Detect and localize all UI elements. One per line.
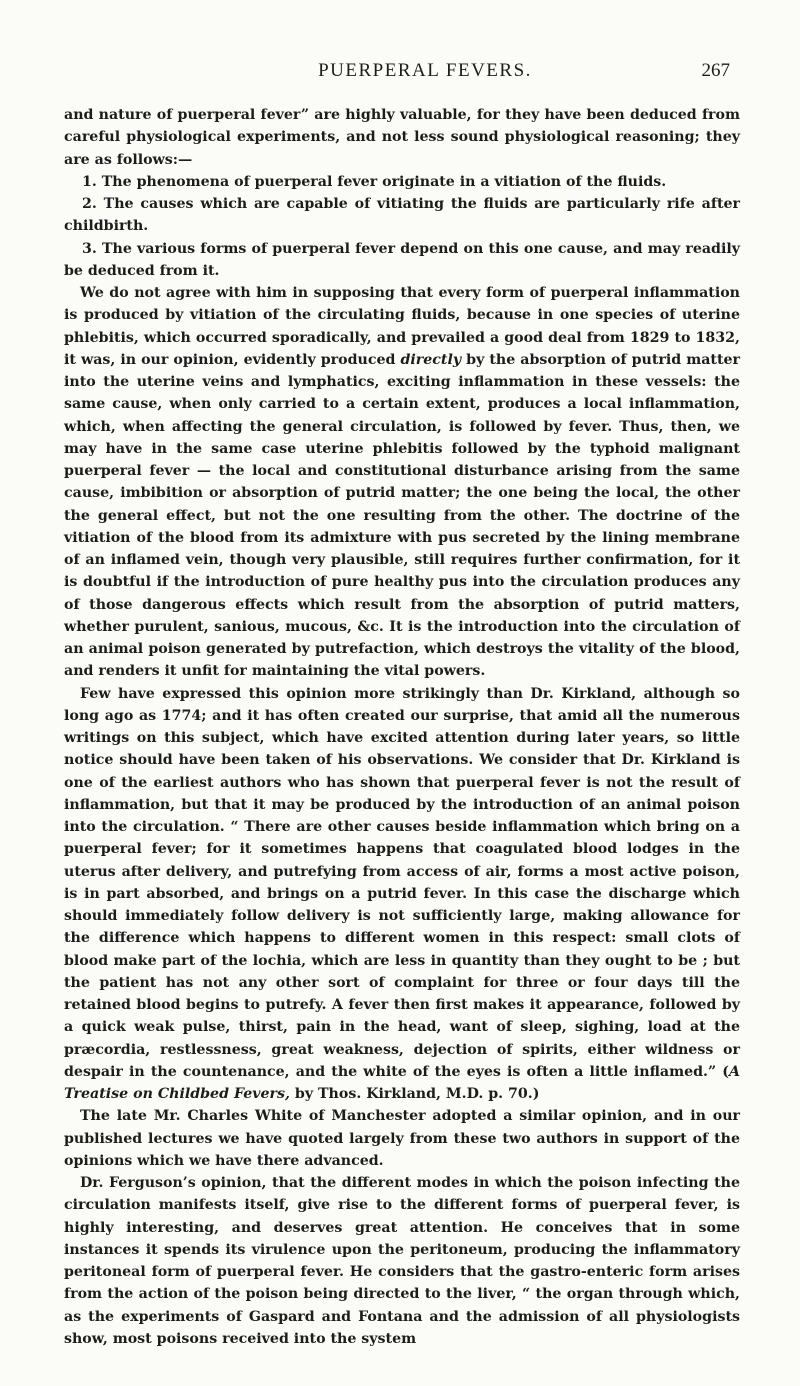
emphasis-directly: directly	[400, 351, 462, 368]
running-head	[120, 60, 730, 88]
body-text	[64, 104, 740, 1350]
citation-title: A Treatise on Childbed Fevers,	[64, 1063, 740, 1102]
list-item-2: 2. The causes which are capable of vitiating the fluids are particularly rife after childbirth.	[64, 196, 740, 235]
paragraph-uterine-phlebitis	[64, 282, 740, 683]
paragraph-ferguson: Dr. Ferguson’s opinion, that the different modes in which the poison infecting the circulation manifests itself, give rise to the different forms of puerperal fever, is highly interesting, and deserves great attention. He conceives that in some instances it spends its virulence upon the peritoneum, producing the inflammatory peritoneal form of puerperal fever. He considers that the gastro-enteric form arises from the action of the poison being directed to the liver, “ the organ through which, as the experiments of Gaspard and Fontana and the admission of all physiologists show, most poisons received into the system	[64, 1175, 740, 1347]
paragraph-text: by the absorption of putrid matter into the uterine veins and lymphatics, exciting inflammation in these vessels: the same cause, when only carried to a certain extent, produces a local inflammation, which, when affecting the general circulation, is followed by fever. Thus, then, we may have in the same case uterine phlebitis followed by the typhoid malignant puerperal fever — the local and constitutional disturbance arising from the same cause, imbibition or absorption of putrid matter; the one being the local, the other the general effect, but not the one resulting from the other. The doctrine of the vitiation of the blood from its admixture with pus secreted by the lining membrane of an inflamed vein, though very plausible, still requires further confirmation, for it is doubtful if the introduction of pure healthy pus into the circulation produces any of those dangerous effects which result from the absorption of putrid matters, whether purulent, sanious, mucous, &c. It is the introduction into the circulation of an animal poison generated by putrefaction, which destroys the vitality of the blood, and renders it unfit for maintaining the vital powers.	[64, 351, 741, 680]
running-title: PUERPERAL FEVERS.	[318, 60, 532, 81]
paragraph-text: by Thos. Kirkland, M.D. p. 70.)	[289, 1086, 540, 1102]
paragraph-text: Few have expressed this opinion more strikingly than Dr. Kirkland, although so long ago as 1774; and it has often created our surprise, that amid all the numerous writings on this subject, which have excited attention during later years, so little notice should have been taken of his observations. We consider that Dr. Kirkland is one of the earliest authors who has shown that puerperal fever is not the result of inflammation, but that it may be produced by the introduction of an animal poison into the circulation. “ There are other causes beside inflammation which bring on a puerperal fever; for it sometimes happens that coagulated blood lodges in the uterus after delivery, and putrefying from access of air, forms a most active poison, is in part absorbed, and brings on a putrid fever. In this case the discharge which should immediately follow delivery is not sufficiently large, making allowance for the difference which happens to different women in this respect: small clots of blood make part of the lochia, which are less in quantity than they ought to be ; but the patient has not any other sort of complaint for three or four days till the retained blood begins to putrefy. A fever then first makes it appearance, followed by a quick weak pulse, thirst, pain in the head, want of sleep, sighing, load at the præcordia, restlessness, great weakness, dejection of spirits, either wildness or despair in the countenance, and the white of the eyes is often a little inflamed.” (	[64, 685, 740, 1080]
list-item-3: 3. The various forms of puerperal fever depend on this one cause, and may readily be deduced from it.	[64, 240, 740, 279]
list-item-1: 1. The phenomena of puerperal fever originate in a vitiation of the fluids.	[82, 173, 667, 190]
paragraph-text: We do not agree with him in supposing that every form of puerperal inflammation is produced by vitiation of the circulating fluids, because in one species of uterine phlebitis, which occurred sporadically, and prevailed a good deal from 1829 to 1832, it was, in our opinion, evidently produced	[64, 285, 740, 368]
paragraph-continuation: and nature of puerperal fever” are highly valuable, for they have been deduced from careful physiological experiments, and not less sound physiological reasoning; they are as follows:—	[64, 107, 740, 168]
page-number: 267	[701, 60, 730, 81]
paragraph-kirkland	[64, 683, 740, 1106]
paragraph-charles-white: The late Mr. Charles White of Manchester adopted a similar opinion, and in our published lectures we have quoted largely from these two authors in support of the opinions which we have there advanced.	[64, 1108, 740, 1169]
